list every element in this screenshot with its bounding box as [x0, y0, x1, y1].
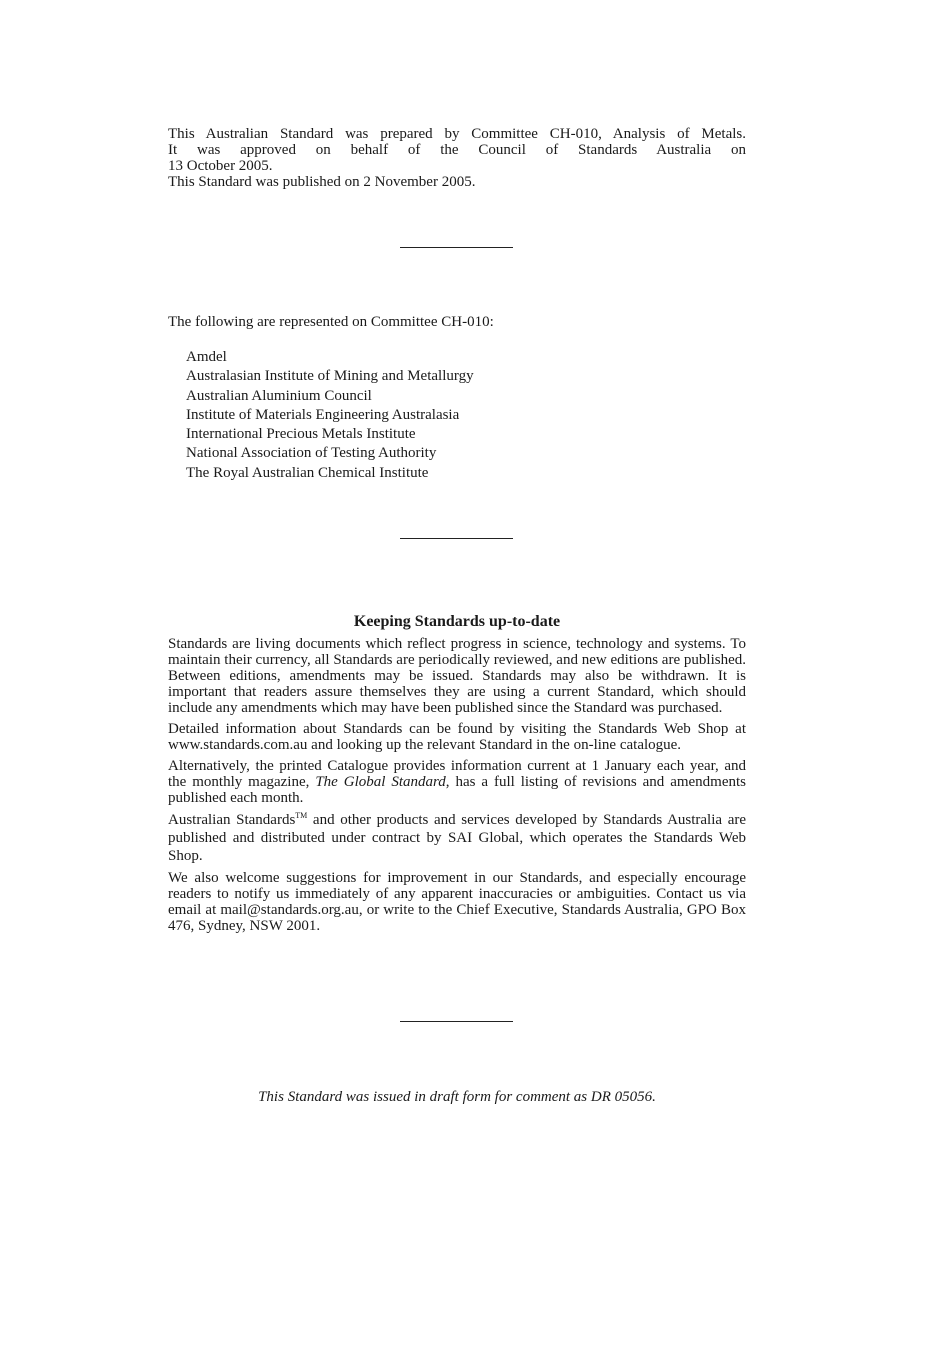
paragraph-sai-global [168, 811, 746, 865]
paragraph-living-documents: Standards are living documents which reflect progress in science, technology and systems. To maintain their currency, all Standards are periodically reviewed, and new editions are published. Between editions, amendments may be issued. Standards may also be withdrawn. It is important that readers assure themselves they are using a current Standard, which should include any amendments which may have been published since the Standard was purchased. [168, 636, 746, 716]
committee-member: Australian Aluminium Council [186, 387, 372, 404]
divider-1 [400, 247, 513, 248]
preamble [168, 126, 746, 190]
preamble-line-4: This Standard was published on 2 November 2005. [168, 174, 476, 190]
paragraph-catalogue [168, 758, 746, 806]
committee-member: National Association of Testing Authority [186, 445, 437, 462]
committee-intro: The following are represented on Committee CH-010: [168, 314, 494, 330]
paragraph-suggestions: We also welcome suggestions for improvement in our Standards, and especially encourage readers to notify us immediately of any apparent inaccuracies or ambiguities. Contact us via email at mail@standards.org.au, or write to the Chief Executive, Standards Australia, GPO Box 476, Sydney, NSW 2001. [168, 870, 746, 934]
trademark-name: Australian Standards [168, 812, 296, 828]
draft-note: This Standard was issued in draft form for comment as DR 05056. [258, 1089, 656, 1105]
committee-member: Amdel [186, 349, 227, 365]
committee-member: Australasian Institute of Mining and Metallurgy [186, 368, 474, 385]
preamble-line-1: This Australian Standard was prepared by Committee CH-010, Analysis of Metals. [168, 126, 746, 142]
catalogue-text-end: , has a full listing of revisions and amendments published each month. [168, 774, 747, 806]
divider-2 [400, 538, 513, 539]
section-heading: Keeping Standards up-to-date [353, 613, 561, 630]
keeping-section [168, 636, 746, 939]
preamble-line-3: 13 October 2005. [168, 158, 273, 174]
preamble-line-2: It was approved on behalf of the Council of Standards Australia on [168, 142, 746, 158]
committee-member-list [186, 348, 474, 483]
trademark-symbol: TM [295, 811, 308, 820]
divider-3 [400, 1021, 513, 1022]
sai-global-text: and other products and services developed by Standards Australia are published and distributed under contract by SAI Global, which operates the Standards Web Shop. [168, 812, 746, 864]
paragraph-web-shop: Detailed information about Standards can be found by visiting the Standards Web Shop at www.standards.com.au and looking up the relevant Standard in the on-line catalogue. [168, 721, 746, 753]
magazine-title: The Global Standard [315, 774, 446, 790]
catalogue-text-start: Alternatively, the printed Catalogue provides information current at 1 January each year, and the monthly magazine, [168, 758, 746, 790]
committee-member: The Royal Australian Chemical Institute [186, 464, 429, 481]
committee-member: Institute of Materials Engineering Australasia [186, 406, 460, 423]
committee-member: International Precious Metals Institute [186, 426, 416, 443]
